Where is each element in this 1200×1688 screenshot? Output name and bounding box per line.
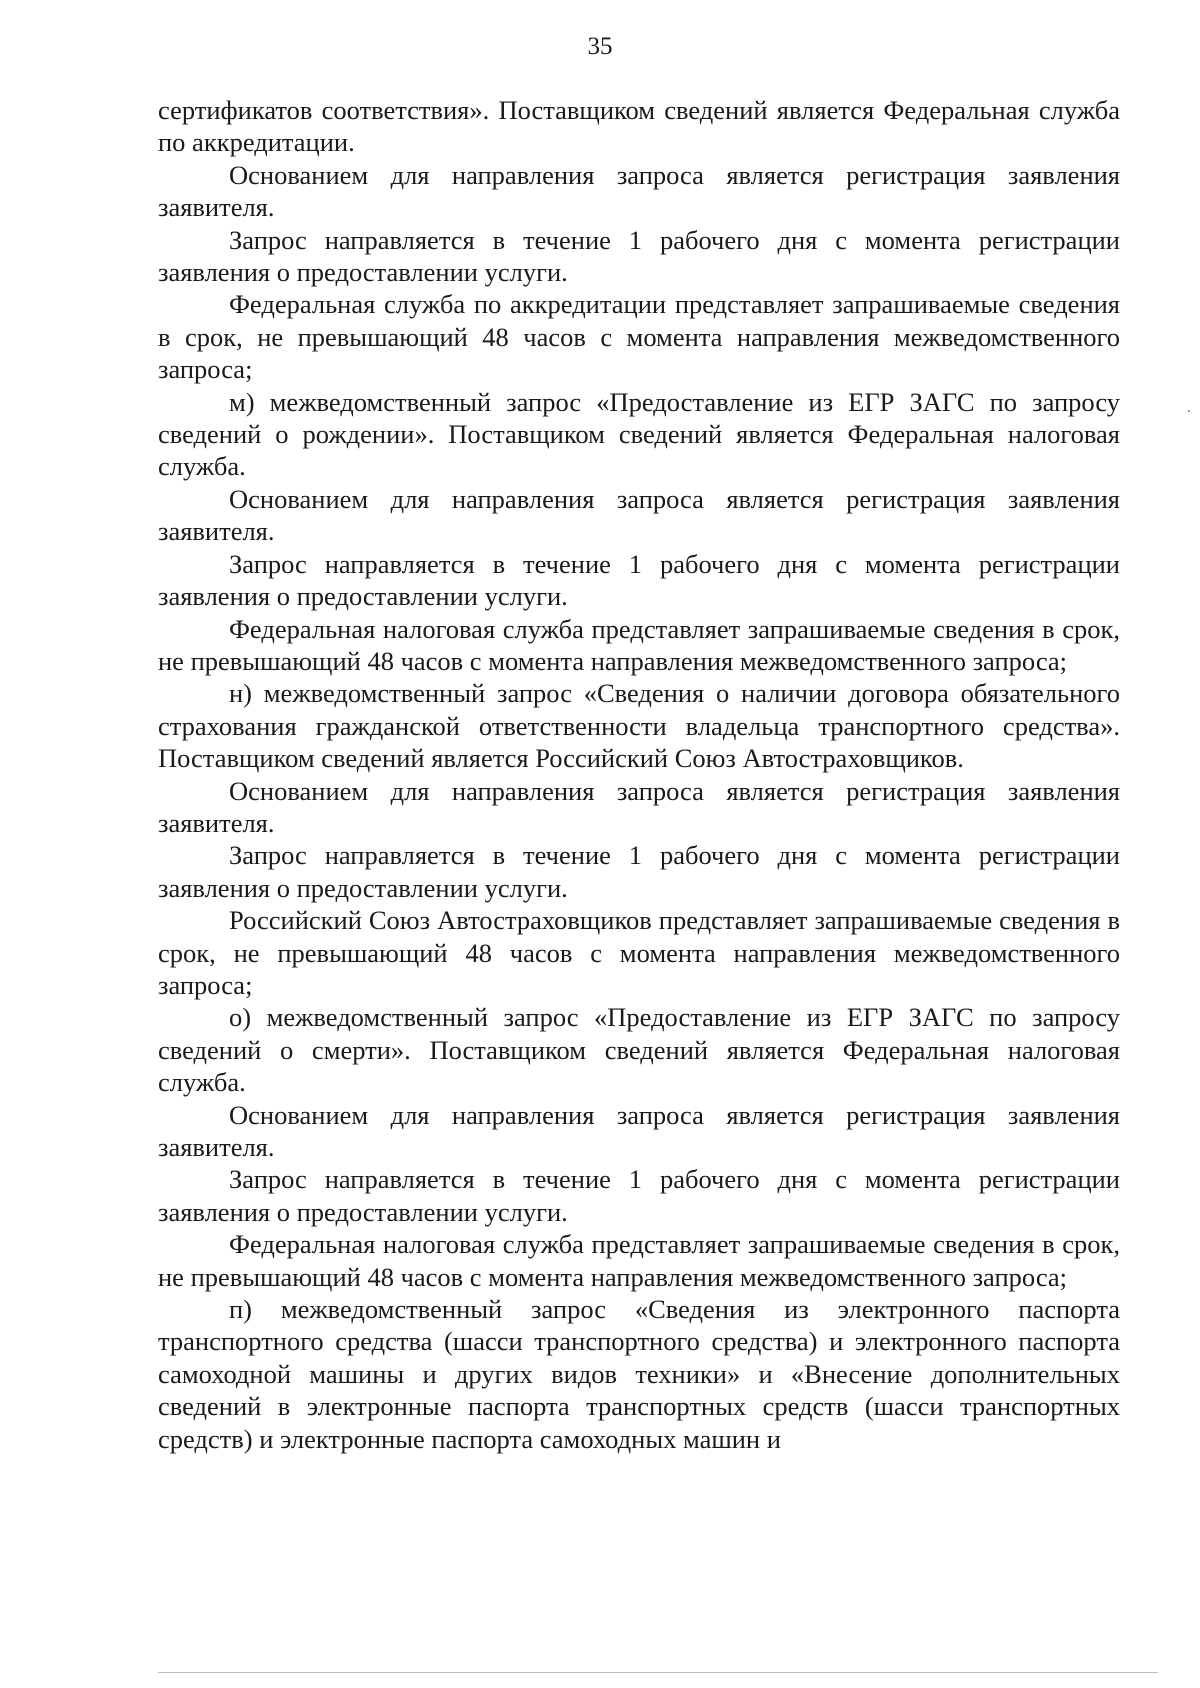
paragraph: Российский Союз Автостраховщиков представляет запрашиваемые сведения в срок, не превышающий 48 часов с момента направления межведомственного запроса; <box>158 905 1120 1000</box>
paragraph: Основанием для направления запроса является регистрация заявления заявителя. <box>158 159 1120 223</box>
paragraph: Федеральная служба по аккредитации представляет запрашиваемые сведения в срок, не превышающий 48 часов с момента направления межведомственного запроса; <box>158 289 1120 385</box>
document-body <box>158 94 1120 1455</box>
paragraph: Федеральная налоговая служба представляет запрашиваемые сведения в срок, не превышающий 48 часов с момента направления межведомственного запроса; <box>158 1229 1120 1292</box>
list-item-m: м) межведомственный запрос «Предоставление из ЕГР ЗАГС по запросу сведений о рождении». Поставщиком сведений является Федеральная налоговая служба. <box>158 386 1120 482</box>
list-item-n: н) межведомственный запрос «Сведения о наличии договора обязательного страхования гражданской ответственности владельца транспортного средства». Поставщиком сведений является Российский Союз Автостраховщиков. <box>158 678 1120 774</box>
list-item-p: п) межведомственный запрос «Сведения из электронного паспорта транспортного средства (шасси транспортного средства) и электронного паспорта самоходной машины и других видов техники» и «Внесение дополнительных сведений в электронные паспорта транспортных средств (шасси транспортных средств) и электронные паспорта самоходных машин и <box>158 1294 1120 1454</box>
paragraph: Основанием для направления запроса является регистрация заявления заявителя. <box>158 775 1120 838</box>
scan-speck <box>1188 410 1190 412</box>
paragraph: Основанием для направления запроса является регистрация заявления заявителя. <box>158 1099 1120 1162</box>
paragraph: сертификатов соответствия». Поставщиком сведений является Федеральная служба по аккредитации. <box>158 95 1120 158</box>
scan-edge-line <box>158 1672 1158 1673</box>
paragraph: Запрос направляется в течение 1 рабочего дня с момента регистрации заявления о предоставлении услуги. <box>158 548 1120 612</box>
paragraph: Запрос направляется в течение 1 рабочего дня с момента регистрации заявления о предоставлении услуги. <box>158 224 1120 288</box>
paragraph: Основанием для направления запроса является регистрация заявления заявителя. <box>158 483 1120 547</box>
paragraph: Запрос направляется в течение 1 рабочего дня с момента регистрации заявления о предоставлении услуги. <box>158 840 1120 903</box>
page-number: 35 <box>587 33 613 60</box>
paragraph: Федеральная налоговая служба представляет запрашиваемые сведения в срок, не превышающий 48 часов с момента направления межведомственного запроса; <box>158 613 1120 676</box>
paragraph: Запрос направляется в течение 1 рабочего дня с момента регистрации заявления о предоставлении услуги. <box>158 1164 1120 1227</box>
list-item-o: о) межведомственный запрос «Предоставление из ЕГР ЗАГС по запросу сведений о смерти». Поставщиком сведений является Федеральная налоговая служба. <box>158 1002 1120 1098</box>
